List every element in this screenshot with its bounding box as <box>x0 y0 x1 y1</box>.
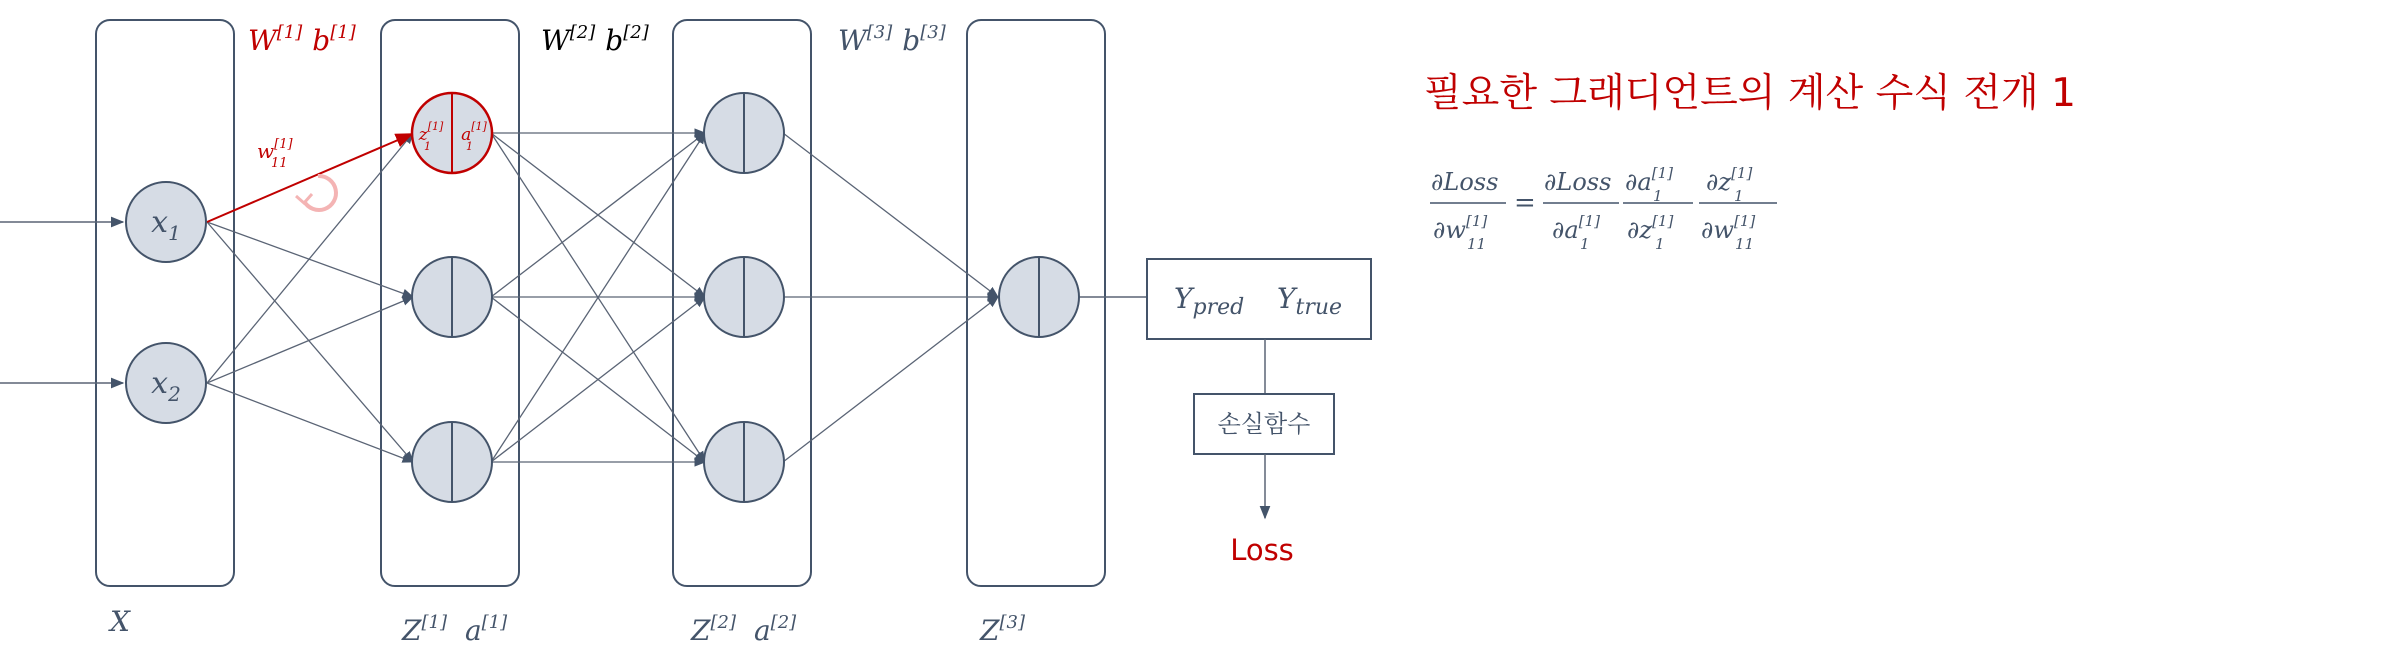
formula-t2-numerator: ∂Loss <box>1544 168 1612 196</box>
formula-equals: = <box>1514 188 1536 218</box>
input-layer-label: X <box>110 605 130 638</box>
output-node <box>999 257 1079 337</box>
hidden1-node-1 <box>412 93 492 173</box>
y-true-label: $Y_{true}$ <box>1277 282 1343 320</box>
formula-t4-denominator-sub: 11 <box>1735 235 1755 253</box>
hidden1-node-3 <box>412 422 492 502</box>
formula-t3-denominator: ∂z[1] <box>1627 212 1674 244</box>
hidden2-node-3 <box>704 422 784 502</box>
formula-lhs-denominator-sub: 11 <box>1467 235 1487 253</box>
input-node-1 <box>126 182 206 262</box>
hidden2-node-2 <box>704 257 784 337</box>
connections-layer2 <box>491 133 705 462</box>
node-a-label: a <box>461 125 472 145</box>
input-node-2-label: x <box>151 366 169 401</box>
formula-t3-denominator-sub: 1 <box>1655 235 1665 253</box>
y-pred-label: $Y_{pred}$ <box>1174 282 1245 320</box>
output-layer-label: Z[3] <box>980 612 1025 647</box>
hidden1-layer-label: Z[1] a[1] <box>402 612 508 647</box>
formula-t2-denominator-sub: 1 <box>1580 235 1590 253</box>
page-title: 필요한 그래디언트의 계산 수식 전개 1 <box>1424 71 2076 116</box>
loss-label: Loss <box>1230 533 1294 567</box>
formula-lhs-numerator: ∂Loss <box>1431 168 1499 196</box>
node-a-sup: [1] <box>471 120 487 133</box>
weight-w11-sub: 11 <box>271 156 288 171</box>
weight-w11-label: w[1] <box>257 137 293 163</box>
loss-function-label: 손실함수 <box>1217 410 1311 438</box>
param-label-layer1: W[1] b[1] <box>248 22 356 57</box>
input-node-1-label: x <box>151 205 169 240</box>
formula-lhs-denominator: ∂w[1] <box>1433 212 1488 244</box>
formula-t4-denominator: ∂w[1] <box>1701 212 1756 244</box>
input-node-2-sub: 2 <box>168 382 181 406</box>
param-label-layer3: W[3] b[3] <box>838 22 946 57</box>
hidden1-node-2 <box>412 257 492 337</box>
node-z-sub: 1 <box>424 140 431 153</box>
formula-t4-numerator: ∂z[1] <box>1706 164 1753 196</box>
input-node-1-sub: 1 <box>168 221 181 245</box>
gradient-formula <box>1430 164 1777 253</box>
hidden2-layer-label: Z[2] a[2] <box>691 612 797 647</box>
formula-t4-numerator-sub: 1 <box>1734 187 1744 205</box>
connections-layer3 <box>783 133 998 462</box>
input-node-2 <box>126 343 206 423</box>
node-a-sub: 1 <box>466 140 473 153</box>
formula-t3-numerator: ∂a[1] <box>1625 164 1673 196</box>
formula-t2-denominator: ∂a[1] <box>1552 212 1600 244</box>
input-layer-box <box>96 20 234 586</box>
node-z-label: z <box>418 125 428 145</box>
hidden2-node-1 <box>704 93 784 173</box>
connections-layer1 <box>207 133 413 462</box>
formula-t3-numerator-sub: 1 <box>1653 187 1663 205</box>
node-z-sup: [1] <box>427 120 444 133</box>
param-label-layer2: W[2] b[2] <box>541 22 649 57</box>
